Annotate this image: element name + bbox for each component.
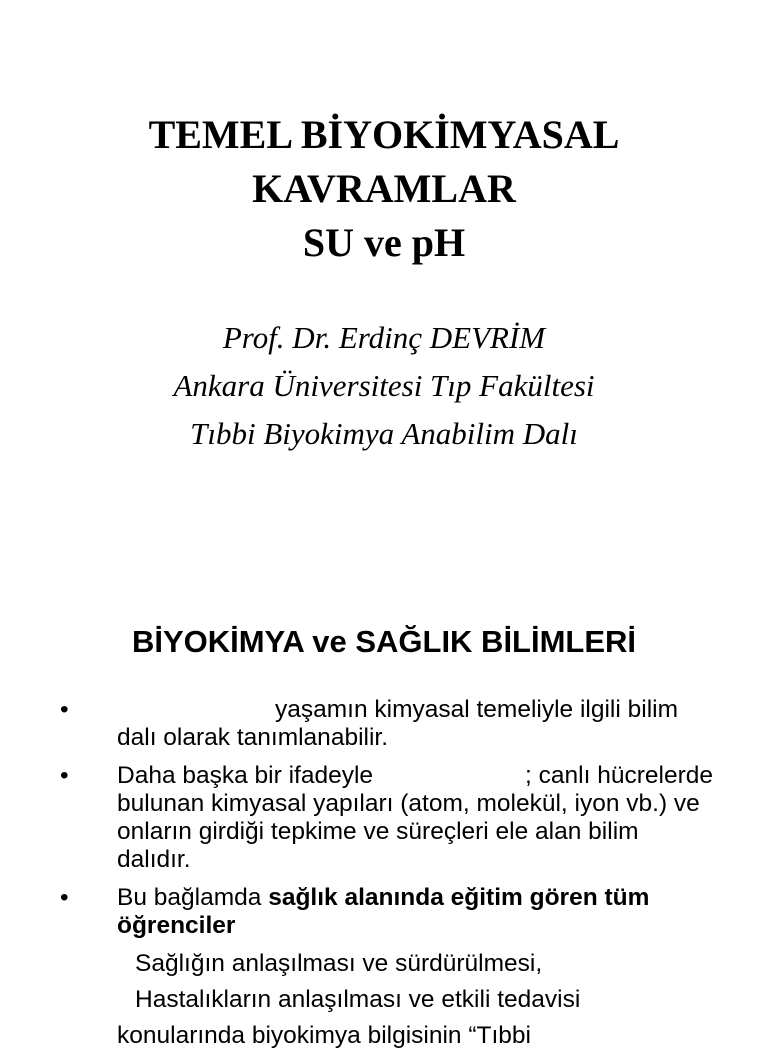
bullet-2-text-b: ; canlı hücrelerde bulunan kimyasal yapıları (atom, molekül, iyon vb.) ve onların girdiği tepkime ve süreçleri ele alan bilim dalıdır.: [117, 762, 713, 873]
content-slide: [0, 600, 768, 1049]
bullet-item-2: [0, 762, 768, 874]
bullet-dot: •: [60, 762, 69, 789]
bullet-dot: •: [60, 696, 69, 723]
sub-item-2: Hastalıkların anlaşılması ve etkili tedavisi: [135, 986, 581, 1013]
title-line-3: SU ve pH: [302, 220, 466, 265]
title-line-1: TEMEL BİYOKİMYASAL: [148, 112, 620, 157]
bullet-list: [0, 696, 768, 1050]
bullet-2-text-a: Daha başka bir ifadeyle: [117, 762, 374, 789]
continued-text: konularında biyokimya bilgisinin “Tıbbi: [117, 1022, 531, 1049]
sub-item-1: Sağlığın anlaşılması ve sürdürülmesi,: [135, 950, 543, 977]
bullet-3-text-bold: sağlık alanında eğitim gören tüm öğrenciler: [117, 884, 650, 939]
bullet-1-text: yaşamın kimyasal temeliyle ilgili bilim dalı olarak tanımlanabilir.: [117, 696, 678, 751]
author-info: [0, 314, 768, 458]
author-university: Ankara Üniversitesi Tıp Fakültesi: [173, 368, 595, 403]
bullet-item-1: [0, 696, 768, 752]
title-line-2: KAVRAMLAR: [252, 166, 516, 211]
bullet-item-3: [0, 884, 768, 940]
bullet-3-text-a: Bu bağlamda: [117, 884, 269, 911]
author-department: Tıbbi Biyokimya Anabilim Dalı: [190, 416, 578, 451]
author-name: Prof. Dr. Erdinç DEVRİM: [222, 320, 546, 355]
presentation-title: [0, 108, 768, 270]
slide-heading: BİYOKİMYA ve SAĞLIK BİLİMLERİ: [131, 624, 637, 659]
bullet-dot: •: [60, 884, 69, 911]
